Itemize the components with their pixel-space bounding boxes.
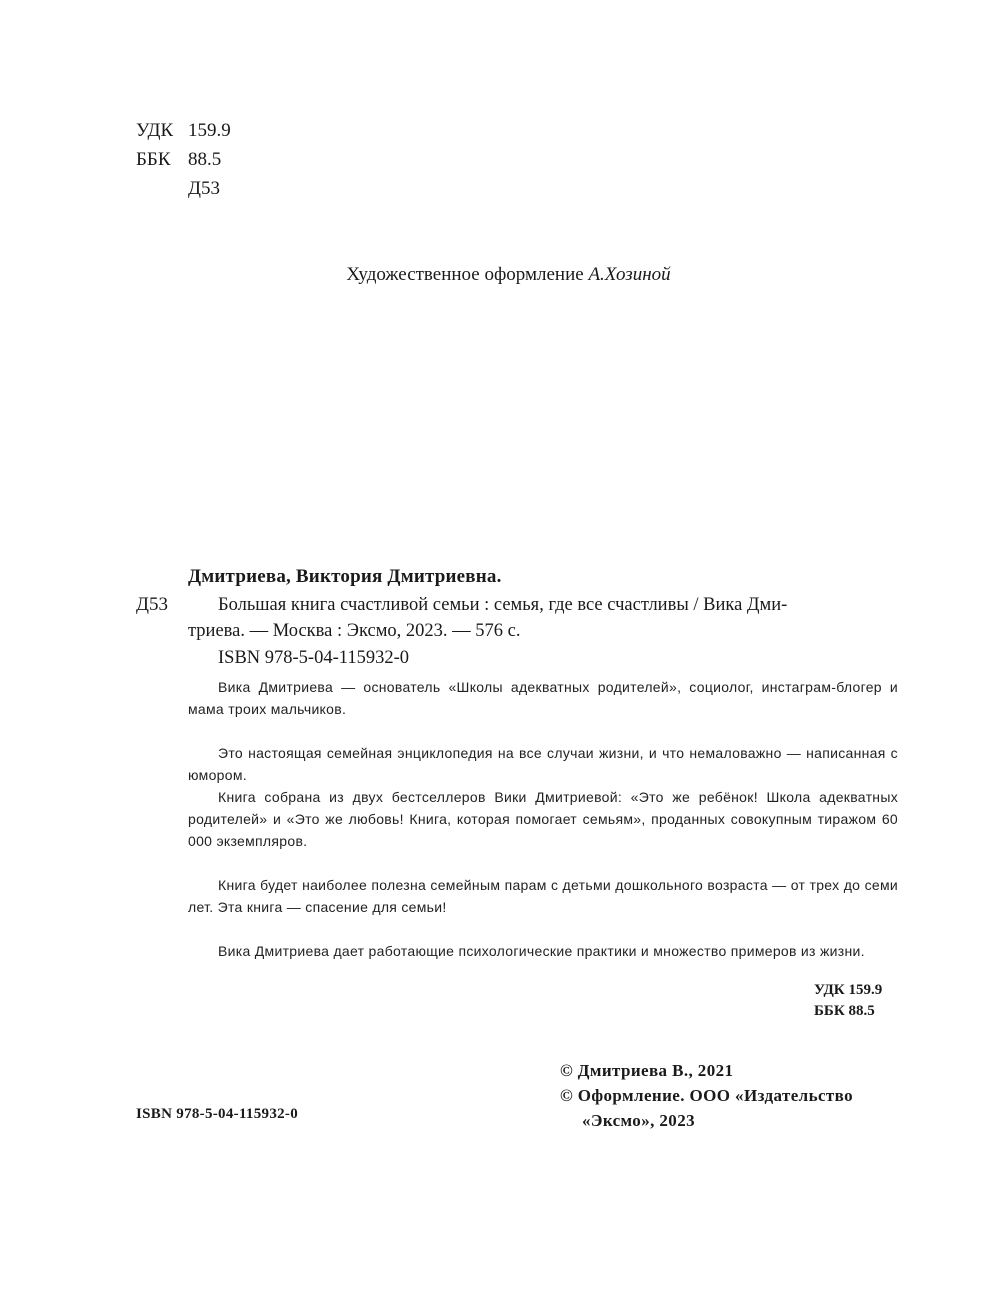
cutter-code: Д53 bbox=[188, 178, 220, 199]
bbk-value: 88.5 bbox=[188, 149, 222, 170]
bbk-row bbox=[136, 145, 231, 174]
udk-bottom: УДК 159.9 bbox=[814, 982, 883, 998]
design-credit-text: Художественное оформление bbox=[346, 264, 589, 285]
annotation-paragraph-2 bbox=[188, 742, 898, 786]
copyright-author: © Дмитриева В., 2021 bbox=[560, 1061, 734, 1080]
annotation-paragraph-5 bbox=[188, 940, 898, 962]
record-isbn: ISBN 978-5-04-115932-0 bbox=[218, 648, 409, 668]
bbk-label: ББК bbox=[136, 149, 171, 170]
udk-row bbox=[136, 116, 231, 145]
copyright-publisher-cont: «Эксмо», 2023 bbox=[582, 1111, 696, 1130]
copyright-publisher: © Оформление. ООО «Издательство bbox=[560, 1086, 854, 1105]
annotation-paragraph-4 bbox=[188, 874, 898, 918]
annotation-text: Это настоящая семейная энциклопедия на все случаи жизни, и что немаловажно — написанная с юмором. bbox=[188, 745, 898, 783]
record-title-line1: Большая книга счастливой семьи : семья, где все счастливы / Вика Дми- bbox=[218, 595, 788, 615]
record-title-line2: триева. — Москва : Эксмо, 2023. — 576 с. bbox=[188, 621, 521, 641]
classification-codes bbox=[136, 116, 231, 203]
annotation-text: Книга собрана из двух бестселлеров Вики Дмитриевой: «Это же ребёнок! Школа адекватных родителей» и «Это же любовь! Книга, которая помогает семьям», проданных совокупным тиражом 60 000 экземпляров. bbox=[188, 789, 898, 849]
udk-value: 159.9 bbox=[188, 120, 231, 141]
annotation-text: Вика Дмитриева — основатель «Школы адекватных родителей», социолог, инстаграм-блогер и мама троих мальчиков. bbox=[188, 679, 898, 717]
classification-codes-bottom bbox=[814, 980, 882, 1022]
cutter-row bbox=[136, 174, 231, 203]
isbn-bottom: ISBN 978-5-04-115932-0 bbox=[136, 1106, 299, 1122]
udk-label: УДК bbox=[136, 120, 174, 141]
copyright-block bbox=[560, 1058, 853, 1133]
annotation-paragraph-1 bbox=[188, 676, 898, 720]
annotation-text: Вика Дмитриева дает работающие психологические практики и множество примеров из жизни. bbox=[218, 943, 865, 959]
design-credit-name: А.Хозиной bbox=[588, 264, 671, 285]
annotation-paragraph-3 bbox=[188, 786, 898, 852]
design-credit bbox=[0, 264, 987, 286]
record-author: Дмитриева, Виктория Дмитриевна. bbox=[188, 566, 502, 587]
annotation-text: Книга будет наиболее полезна семейным парам с детьми дошкольного возраста — от трех до семи лет. Эта книга — спасение для семьи! bbox=[188, 877, 898, 915]
bbk-bottom: ББК 88.5 bbox=[814, 1003, 875, 1019]
record-cutter: Д53 bbox=[136, 594, 168, 615]
